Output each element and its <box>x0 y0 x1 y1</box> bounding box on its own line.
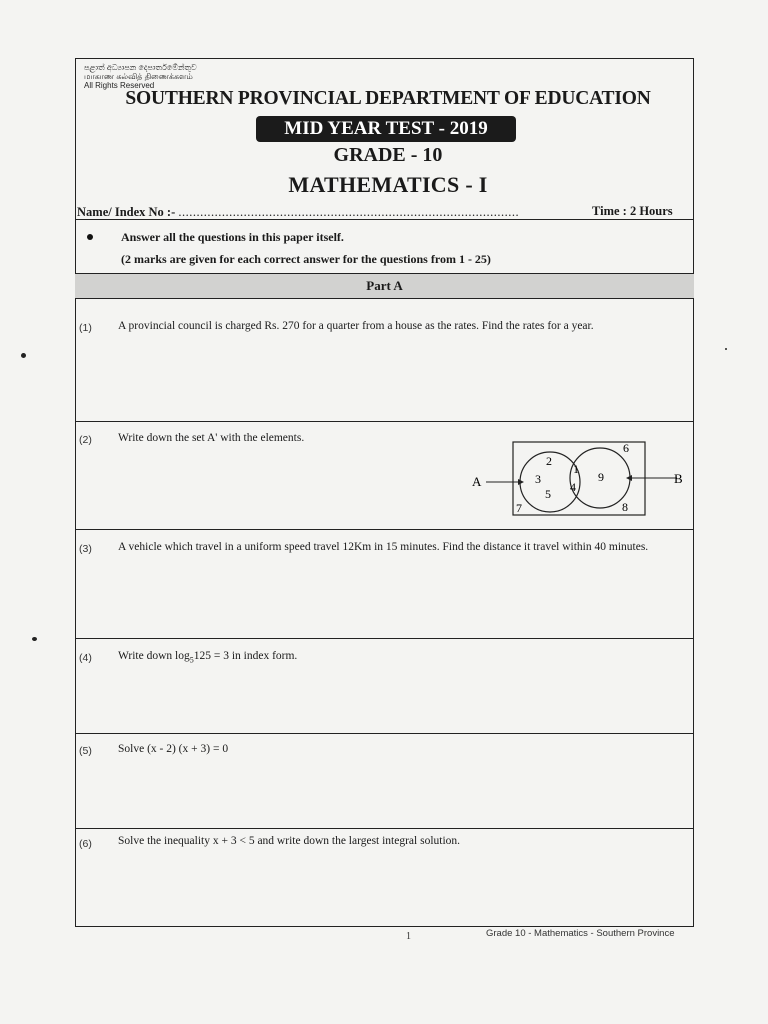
copyright-tamil: மாகாண கல்வித் திணைக்களம் <box>84 72 193 81</box>
footer-text: Grade 10 - Mathematics - Southern Province <box>486 928 675 939</box>
scan-speck <box>21 353 26 358</box>
question-1-text: A provincial council is charged Rs. 270 for a quarter from a house as the rates. Find the rates for a year. <box>118 320 594 332</box>
venn-element: 7 <box>516 501 522 515</box>
venn-element: 1 <box>573 462 579 476</box>
divider <box>75 421 694 422</box>
exam-banner: MID YEAR TEST - 2019 <box>256 116 516 142</box>
question-4-text-end: 125 = 3 in index form. <box>193 650 298 662</box>
subject-title: MATHEMATICS - I <box>288 172 488 197</box>
instruction-line-1: Answer all the questions in this paper itself. <box>121 230 344 244</box>
divider <box>75 638 694 639</box>
question-6-number: (6) <box>79 838 92 850</box>
part-a-heading: Part A <box>75 274 694 298</box>
copyright-sinhala: පළාත් අධ්‍යාපන දෙපාර්තමේන්තුව <box>84 63 197 72</box>
copyright-english: All Rights Reserved <box>84 81 155 90</box>
venn-element: 6 <box>623 441 629 455</box>
question-3-number: (3) <box>79 543 92 555</box>
page-number: 1 <box>406 931 411 942</box>
question-2-number: (2) <box>79 434 92 446</box>
divider <box>75 828 694 829</box>
divider <box>75 529 694 530</box>
grade-title: GRADE - 10 <box>333 144 443 166</box>
question-4-number: (4) <box>79 652 92 664</box>
question-3-text: A vehicle which travel in a uniform speed travel 12Km in 15 minutes. Find the distance it travel within 40 minutes. <box>118 541 649 553</box>
bullet-icon <box>87 234 93 240</box>
arrow-a-head <box>518 479 524 485</box>
name-field[interactable]: .............................................................................................. <box>178 205 520 219</box>
venn-label-a: A <box>472 474 482 489</box>
instruction-line-2: (2 marks are given for each correct answer for the questions from 1 - 25) <box>121 252 491 266</box>
divider <box>75 219 694 220</box>
copyright-notice <box>84 63 197 90</box>
divider <box>75 298 694 299</box>
name-label: Name/ Index No :- <box>77 205 179 219</box>
venn-element: 5 <box>545 487 551 501</box>
name-index-row <box>77 205 519 220</box>
time-allowed: Time : 2 Hours <box>592 204 673 218</box>
question-5-text: Solve (x - 2) (x + 3) = 0 <box>118 743 229 755</box>
venn-element: 4 <box>570 480 576 494</box>
divider <box>75 733 694 734</box>
arrow-b-head <box>626 475 632 481</box>
question-1-number: (1) <box>79 322 92 334</box>
question-4-text-start: Write down log <box>118 650 190 662</box>
log-base: 5 <box>189 655 194 665</box>
venn-element: 2 <box>546 454 552 468</box>
question-6-text: Solve the inequality x + 3 < 5 and write down the largest integral solution. <box>118 835 461 847</box>
question-5-number: (5) <box>79 745 92 757</box>
question-2-text: Write down the set A' with the elements. <box>118 432 305 444</box>
organization-title: SOUTHERN PROVINCIAL DEPARTMENT OF EDUCATION <box>125 88 651 109</box>
venn-label-b: B <box>674 471 683 486</box>
venn-diagram <box>460 436 692 520</box>
venn-element: 8 <box>622 500 628 514</box>
scan-speck <box>32 637 37 641</box>
venn-element: 3 <box>535 472 541 486</box>
question-4-text <box>118 649 693 667</box>
scan-speck <box>725 348 727 350</box>
venn-element: 9 <box>598 470 604 484</box>
